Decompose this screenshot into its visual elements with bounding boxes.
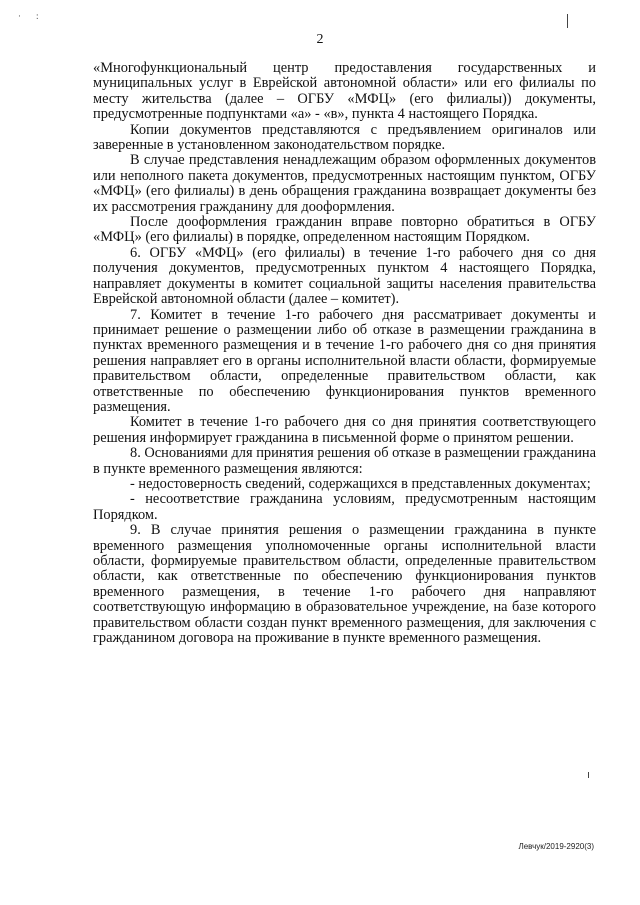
paragraph-p5: 6. ОГБУ «МФЦ» (его филиалы) в течение 1-го рабочего дня со дня получения документов, предусмотренных пунктом 4 настоящего Порядка, направляет документы в комитет социальной защиты населения правительства Еврейской автономной области (далее – комитет). xyxy=(93,244,596,308)
scan-mark-top xyxy=(567,14,568,28)
paragraph-p8: 8. Основаниями для принятия решения об отказе в размещении гражданина в пункте временного размещения являются: xyxy=(93,445,596,477)
page-number: 2 xyxy=(316,32,324,47)
paragraph-p7: Комитет в течение 1-го рабочего дня со дня принятия соответствующего решения информирует гражданина в письменной форме о принятом решении. xyxy=(93,414,596,446)
scan-corner-marks: · : xyxy=(18,12,45,22)
paragraph-p1: «Многофункциональный центр предоставления государственных и муниципальных услуг в Еврейской автономной области» или его филиалы по месту жительства (далее – ОГБУ «МФЦ» (его филиалы)) документы, предусмотренные подпунктами «а» - «в», пункта 4 настоящего Порядка. xyxy=(93,60,596,123)
scan-mark-bottom xyxy=(588,772,589,778)
paragraph-p9: - недостоверность сведений, содержащихся в представленных документах; xyxy=(130,475,591,492)
document-footer-code: Левчук/2019-2920(3) xyxy=(518,842,594,851)
paragraph-p2: Копии документов представляются с предъявлением оригиналов или заверенные в установленном законодательством порядке. xyxy=(93,121,596,154)
paragraph-p3: В случае представления ненадлежащим образом оформленных документов или неполного пакета документов, предусмотренных настоящим пунктом, ОГБУ «МФЦ» (его филиалы) в день обращения гражданина возвращает документы без их рассмотрения гражданину для дооформления. xyxy=(93,152,596,215)
paragraph-p6: 7. Комитет в течение 1-го рабочего дня рассматривает документы и принимает решение о размещении либо об отказе в размещении гражданина в пунктах временного размещения и в течение 1-го рабочего дня со дня принятия решения направляет его в органы исполнительной власти области, формируемые правительством области, определенные правительством области, как ответственные по обеспечению функционирования пунктов временного размещения. xyxy=(93,306,596,415)
paragraph-p10: - несоответствие гражданина условиям, предусмотренным настоящим Порядком. xyxy=(93,491,596,523)
document-body xyxy=(93,61,596,646)
paragraph-p11: 9. В случае принятия решения о размещении гражданина в пункте временного размещения уполномоченные органы исполнительной власти области, формируемые правительством области, определенные правительством области, как ответственные по обеспечению функционирования пунктов временного размещения, в течение 1-го рабочего дня направляют соответствующую информацию в образовательное учреждение, на базе которого правительством области создан пункт временного размещения, для заключения с гражданином договора на проживание в пункте временного размещения. xyxy=(93,522,596,647)
paragraph-p4: После дооформления гражданин вправе повторно обратиться в ОГБУ «МФЦ» (его филиалы) в порядке, определенном настоящим Порядком. xyxy=(93,214,596,246)
